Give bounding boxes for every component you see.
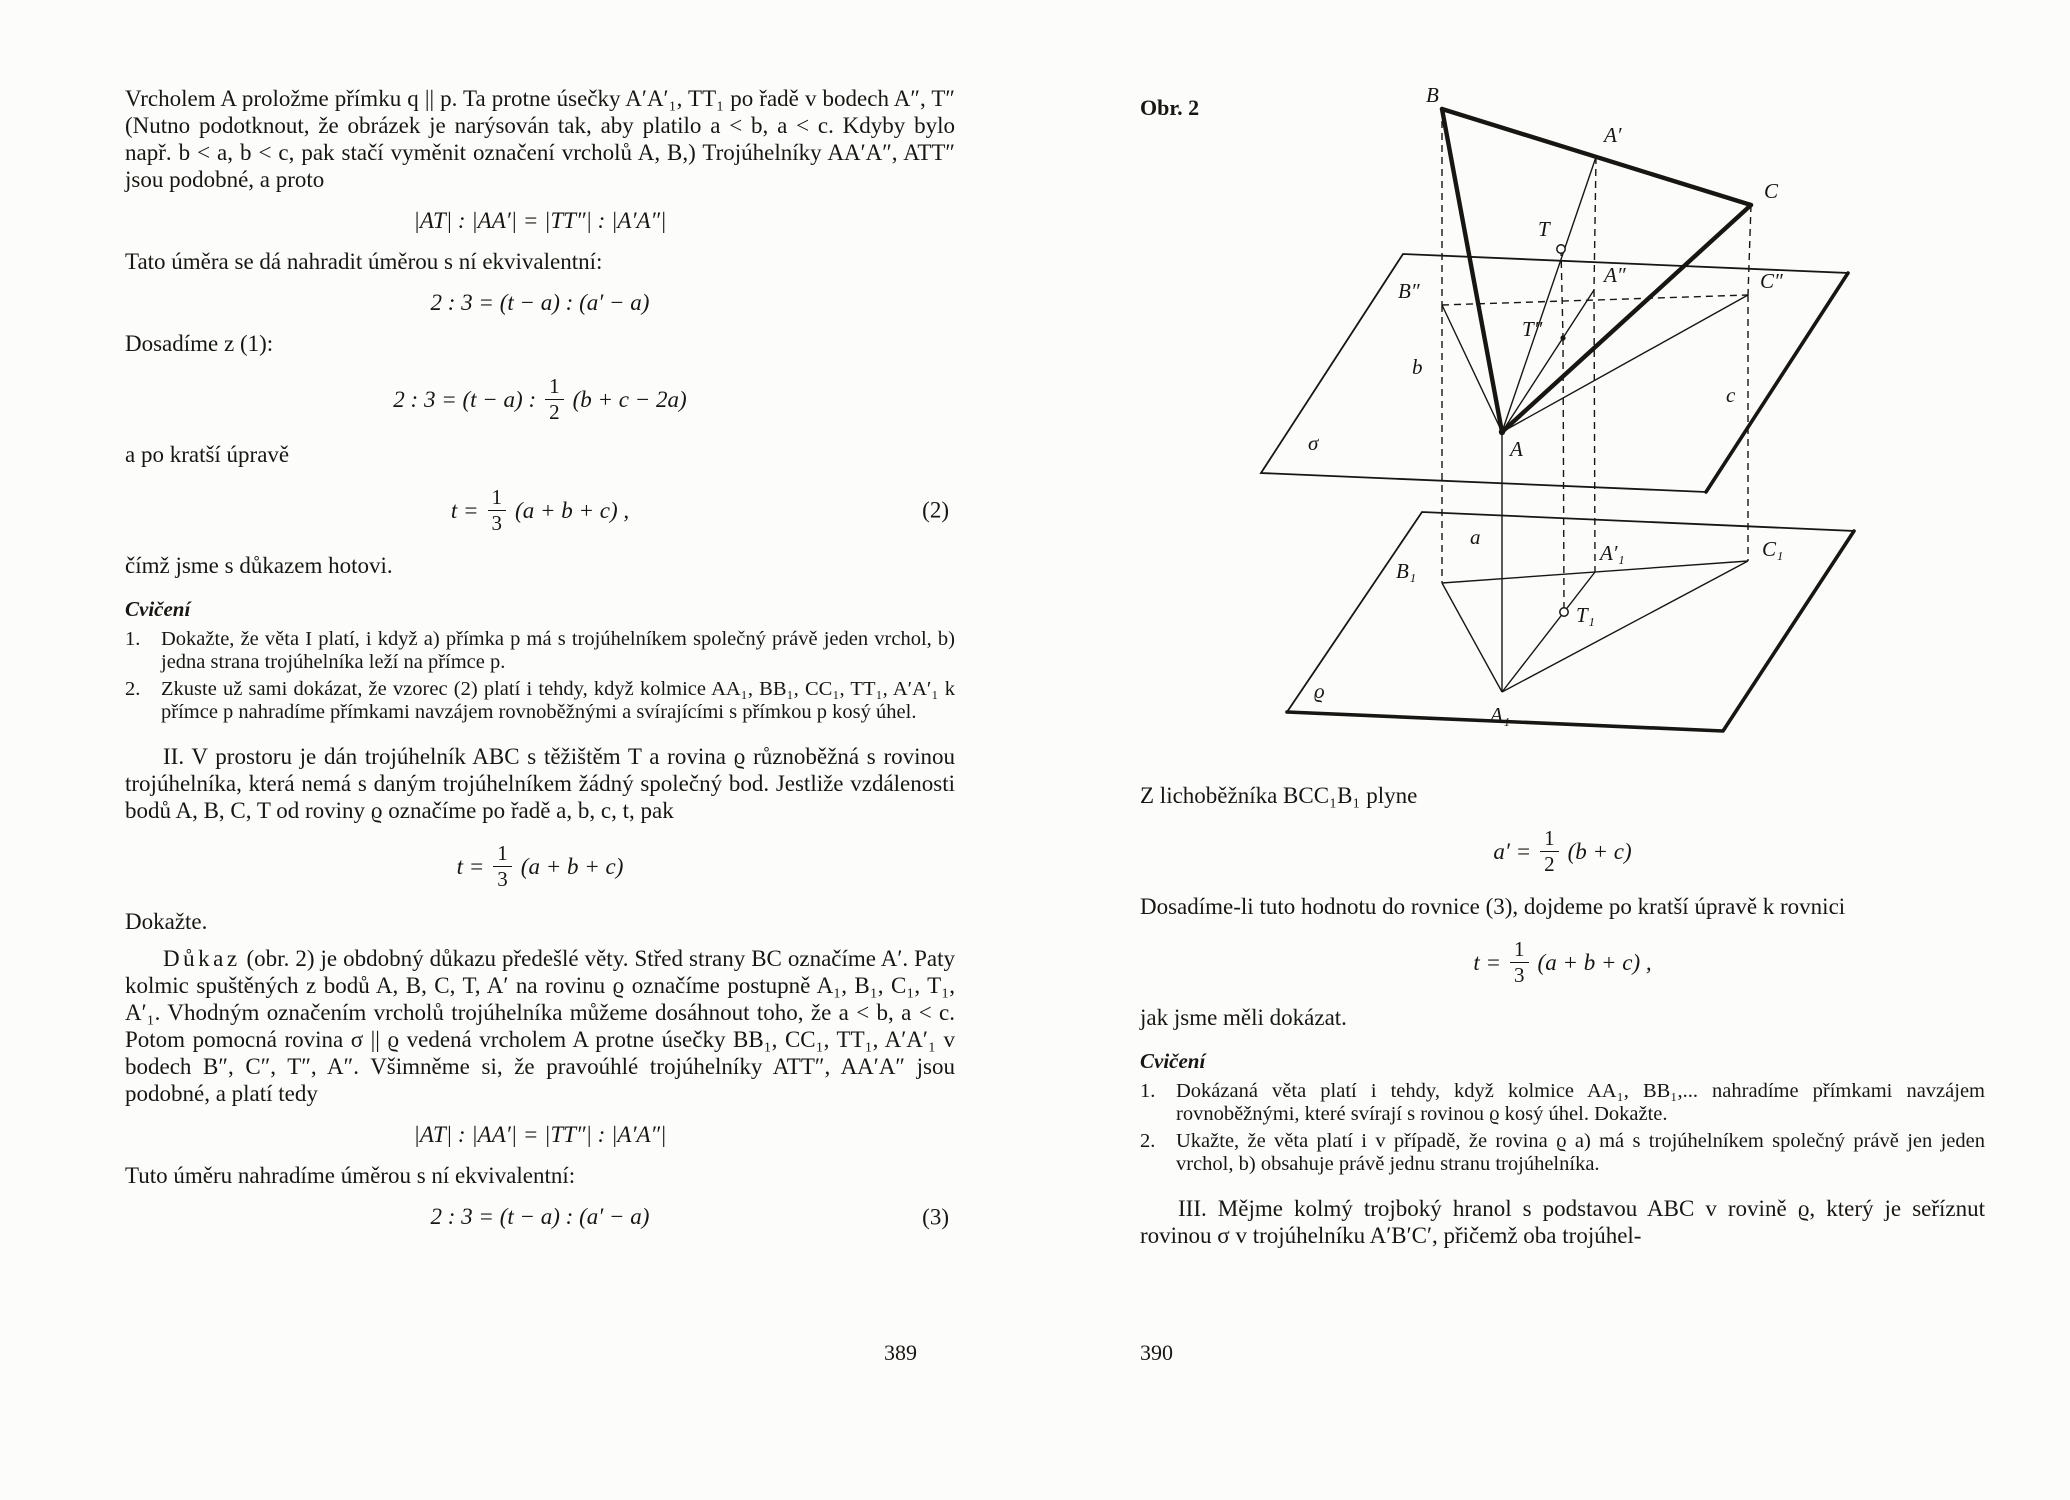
list-item-text: Dokažte, že věta I platí, i když a) přímka p má s trojúhelníkem společný právě jeden vrchol, b) jedna strana trojúhelníka leží na přímce p. [161,628,955,673]
fraction-numerator: 1 [545,375,564,400]
label-B-double-prime: B″ [1398,279,1420,303]
equation-text: |AT| : |AA′| = |TT″| : |A′A″| [413,208,667,233]
paragraph-proof [125,945,955,1107]
fraction-numerator: 1 [1540,827,1559,852]
equation-trapezoid [1140,823,1985,879]
list-item-text: Zkuste už sami dokázat, že vzorec (2) platí i tehdy, když kolmice AA₁, BB₁, CC₁, TT₁, A′A′₁ k přímce p nahradíme přímkami navzájem rovnoběžnými a svírajícími s přímkou p kosý úhel. [161,678,955,723]
paragraph: Tuto úměru nahradíme úměrou s ní ekvivalentní: [125,1163,576,1188]
paragraph: Dosadíme-li tuto hodnotu do rovnice (3), dojdeme po kratší úpravě k rovnici [1140,894,1846,919]
fraction [545,375,564,423]
equation-text: |AT| : |AA′| = |TT″| : |A′A″| [413,1122,667,1147]
fraction-numerator: 1 [488,486,507,511]
fraction-denominator: 3 [1514,962,1525,987]
equation-pre: a′ = [1493,838,1532,864]
paragraph: Vrcholem A proložme přímku q || p. Ta protne úsečky A′A′₁, TT₁ po řadě v bodech A″, T″ (Nutno podotknout, že obrázek je narýsován tak, aby platilo a < b, a < c. Kdyby bylo např. b < a, b < c, pak stačí vyměnit označení vrcholů A, B,) Trojúhelníky AA′A″, ATT″ jsou podobné, a proto [125,86,955,192]
paragraph: Z lichoběžníka BCC₁B₁ plyne [1140,783,1418,808]
list-item-number: 1. [1140,1080,1156,1102]
equation-post: (a + b + c) , [1537,949,1652,975]
paragraph-theorem-2: II. V prostoru je dán trojúhelník ABC s těžištěm T a rovina ϱ různoběžná s rovinou trojúhelníka, která nemá s daným trojúhelníkem žádný společný bod. Jestliže vzdálenosti bodů A, B, C, T od roviny ϱ označíme po řadě a, b, c, t, pak [125,744,955,823]
paragraph: čímž jsme s důkazem hotovi. [125,553,393,578]
list-item [1140,1080,1985,1125]
list-item [1140,1130,1985,1175]
paragraph: Dokažte. [125,909,208,934]
label-A-prime-1: A′₁ [1600,541,1625,565]
fraction [493,842,512,890]
equation-text: 2 : 3 = (t − a) : (a′ − a) [430,290,650,315]
equation-proportion-2 [125,289,955,316]
equation-post: (a + b + c) , [515,497,630,523]
fraction-denominator: 2 [549,399,560,424]
proof-lead-word: Důkaz [163,946,241,971]
label-T1: T₁ [1576,603,1595,627]
right-page-text [1140,0,1985,1249]
equation-2-result [125,482,955,538]
equation-pre: t = [1473,949,1502,975]
label-plane-rho: ϱ [1314,679,1325,703]
page-389 [125,0,955,1500]
equation-with-fraction [125,371,955,427]
paragraph: Tato úměra se dá nahradit úměrou s ní ekvivalentní: [125,249,603,274]
page-number-left: 389 [884,1340,917,1365]
page-number-right: 390 [1140,1340,1173,1365]
equation-pre: t = [450,497,479,523]
equation-post: (b + c) [1567,838,1632,864]
label-A-double-prime: A″ [1604,263,1626,287]
exercises-heading: Cvičení [125,597,191,621]
label-T-double-prime: T″ [1522,317,1543,341]
equation-proportion-1 [125,207,955,234]
paragraph-theorem-3: III. Mějme kolmý trojboký hranol s podstavou ABC v rovině ϱ, který je seříznut rovinou σ v trojúhelníku A′B′C′, přičemž oba trojúhel- [1140,1196,1985,1248]
label-distance-b: b [1412,355,1423,379]
fraction [1540,827,1559,875]
fraction-numerator: 1 [1510,938,1529,963]
equation-number: (2) [922,497,949,523]
label-A: A [1510,437,1523,461]
page-390 [1140,0,1985,1500]
fraction-denominator: 3 [491,510,503,535]
list-item [125,678,955,723]
equation-post: (a + b + c) [520,853,624,879]
paragraph: Dosadíme z (1): [125,331,274,356]
list-item [125,628,955,673]
equation-text: 2 : 3 = (t − a) : (a′ − a) [430,1204,650,1229]
label-B1: B₁ [1396,559,1417,583]
list-item-text: Dokázaná věta platí i tehdy, když kolmice AA₁, BB₁,... nahradíme přímkami navzájem rovnoběžnými, které svírají s rovinou ϱ kosý úhel. Dokažte. [1176,1080,1985,1125]
fraction-numerator: 1 [493,842,512,867]
label-B: B [1426,86,1439,107]
label-C: C [1764,179,1779,203]
equation-post: (b + c − 2a) [572,386,687,412]
equation-3 [125,1203,955,1230]
fraction [1510,938,1529,986]
label-distance-a: a [1470,525,1481,549]
fraction-denominator: 3 [497,866,508,891]
fraction-denominator: 2 [1544,851,1555,876]
label-distance-c: c [1726,383,1736,407]
list-item-number: 2. [1140,1130,1156,1152]
equation-number: (3) [922,1204,949,1229]
label-C1: C₁ [1762,537,1784,561]
equation-pre: 2 : 3 = (t − a) : [393,386,537,412]
label-plane-sigma: σ [1308,431,1319,455]
list-item-number: 2. [125,678,141,700]
equation-theorem-2 [125,838,955,894]
exercises-heading: Cvičení [1140,1049,1206,1073]
paragraph: jak jsme měli dokázat. [1140,1005,1347,1030]
equation-proportion-3 [125,1121,955,1148]
fraction [488,486,507,534]
list-item-text: Ukažte, že věta platí i v případě, že rovina ϱ a) má s trojúhelníkem společný právě jen jeden vrchol, b) obsahuje právě jednu stranu trojúhelníka. [1176,1130,1985,1175]
figure-caption: Obr. 2 [1140,95,1200,120]
equation-pre: t = [456,853,485,879]
list-item-number: 1. [125,628,141,650]
label-A-prime: A′ [1604,123,1622,147]
label-T: T [1538,217,1550,241]
proof-body-text: (obr. 2) je obdobný důkazu předešlé věty. Střed strany BC označíme A′. Paty kolmic spuštěných z bodů A, B, C, T, A′ na rovinu ϱ označíme postupně A₁, B₁, C₁, T₁, A′₁. Vhodným označením vrcholů trojúhelníka můžeme dosáhnout toho, že a < b, a < c. Potom pomocná rovina σ || ϱ vedená vrcholem A protne úsečky BB₁, CC₁, TT₁, A′A′₁ v bodech B″, C″, T″, A″. Všimněme si, že pravoúhlé trojúhelníky ATT″, AA′A″ jsou podobné, a platí tedy [125,946,955,1106]
paragraph: a po kratší úpravě [125,442,290,467]
equation-result [1140,934,1985,990]
label-A1: A₁ [1490,703,1511,727]
label-C-double-prime: C″ [1760,269,1783,293]
